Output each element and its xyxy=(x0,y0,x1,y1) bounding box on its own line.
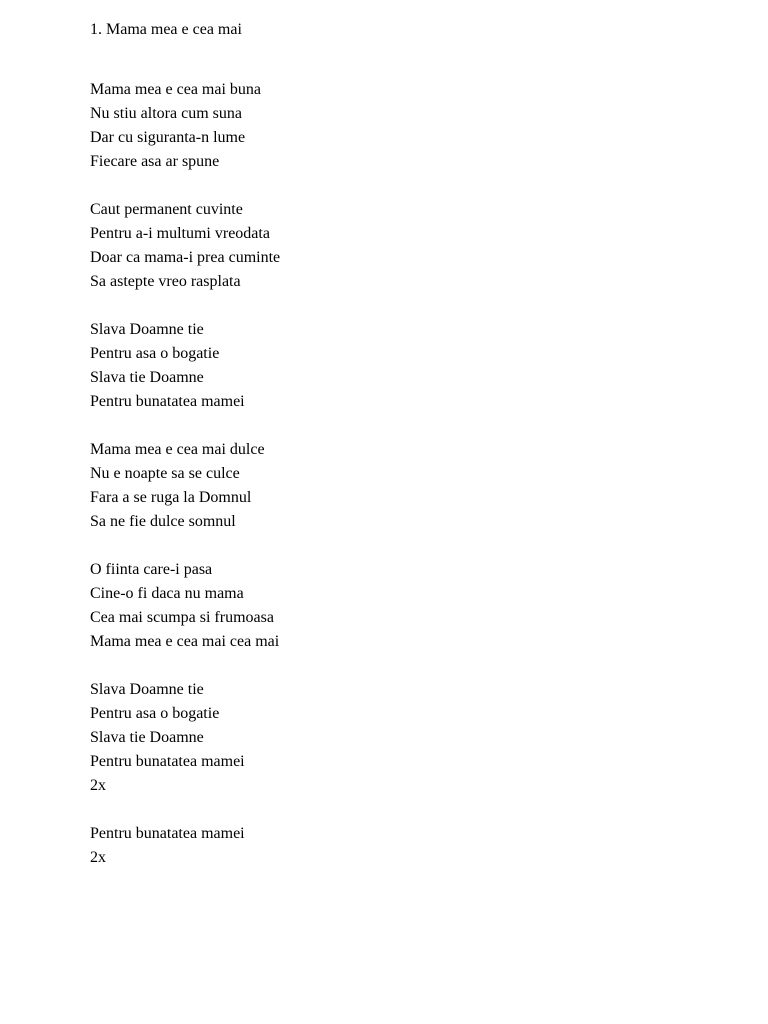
lyric-line: Sa ne fie dulce somnul xyxy=(90,513,236,530)
lyric-line: Pentru asa o bogatie xyxy=(90,345,220,362)
stanza-6 xyxy=(90,678,730,798)
lyric-line: Slava tie Doamne xyxy=(90,369,204,386)
lyric-line: Cea mai scumpa si frumoasa xyxy=(90,609,274,626)
repeat-marker: 2x xyxy=(90,849,106,866)
lyric-line: Doar ca mama-i prea cuminte xyxy=(90,249,281,266)
stanza-7 xyxy=(90,822,730,870)
stanza-1 xyxy=(90,78,730,174)
lyric-line: Slava tie Doamne xyxy=(90,729,204,746)
lyric-line: Caut permanent cuvinte xyxy=(90,201,243,218)
lyric-line: Nu stiu altora cum suna xyxy=(90,105,242,122)
lyric-line: Cine-o fi daca nu mama xyxy=(90,585,244,602)
lyric-line: Slava Doamne tie xyxy=(90,681,204,698)
lyric-line: Pentru bunatatea mamei xyxy=(90,825,245,842)
repeat-marker: 2x xyxy=(90,777,106,794)
lyric-line: O fiinta care-i pasa xyxy=(90,561,213,578)
lyric-line: Nu e noapte sa se culce xyxy=(90,465,240,482)
lyric-line: Mama mea e cea mai cea mai xyxy=(90,633,280,650)
lyric-line: Pentru a-i multumi vreodata xyxy=(90,225,270,242)
lyric-line: Mama mea e cea mai dulce xyxy=(90,441,265,458)
lyric-line: Pentru bunatatea mamei xyxy=(90,753,245,770)
stanza-3 xyxy=(90,318,730,414)
song-title: 1. Mama mea e cea mai xyxy=(90,21,242,38)
lyric-line: Pentru asa o bogatie xyxy=(90,705,220,722)
lyric-line: Dar cu siguranta-n lume xyxy=(90,129,246,146)
lyric-line: Fara a se ruga la Domnul xyxy=(90,489,252,506)
lyrics xyxy=(90,78,730,870)
document-page xyxy=(90,18,730,894)
stanza-4 xyxy=(90,438,730,534)
lyric-line: Fiecare asa ar spune xyxy=(90,153,220,170)
lyric-line: Slava Doamne tie xyxy=(90,321,204,338)
stanza-2 xyxy=(90,198,730,294)
lyric-line: Pentru bunatatea mamei xyxy=(90,393,245,410)
stanza-5 xyxy=(90,558,730,654)
lyric-line: Sa astepte vreo rasplata xyxy=(90,273,241,290)
lyric-line: Mama mea e cea mai buna xyxy=(90,81,262,98)
